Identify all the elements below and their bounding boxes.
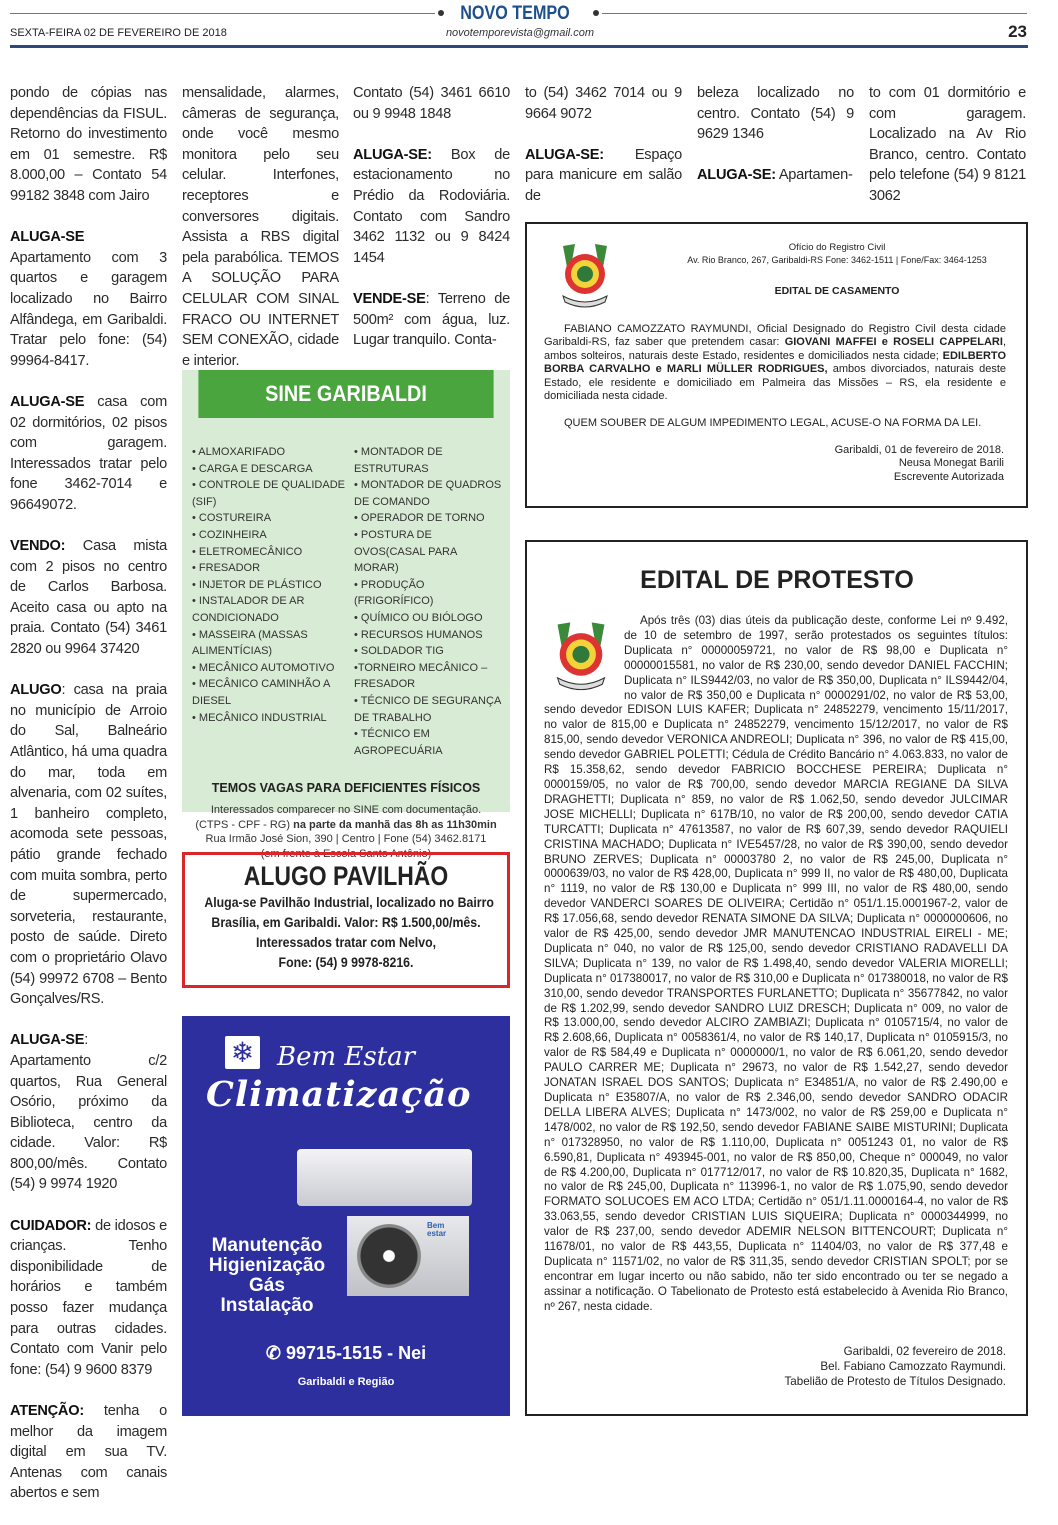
classified-ad xyxy=(10,1401,167,1504)
job-item: • MECÂNICO CAMINHÃO A DIESEL xyxy=(192,678,330,707)
header-dot xyxy=(593,10,599,16)
ad-text: Espaço para manicure em salão de xyxy=(525,146,682,204)
header-dot xyxy=(438,10,444,16)
issue-date: SEXTA-FEIRA 02 DE FEVEREIRO DE 2018 xyxy=(10,27,227,39)
signature-line: Garibaldi, 01 de fevereiro de 2018. xyxy=(834,444,1004,456)
edital-text: FABIANO CAMOZZATO RAYMUNDI, Oficial Designado do Registro Civil desta cidade Garibaldi-RS, faz saber que pretendem casar: xyxy=(544,323,1006,349)
ad-text: Apartamento com 3 quartos e garagem localizado no Bairro Alfândega, em Garibaldi. Tratar pelo fone: (54) 99964-8417. xyxy=(10,249,167,369)
job-item: • MECÂNICO INDUSTRIAL xyxy=(192,711,327,724)
ad-lead: VENDE-SE xyxy=(353,290,426,307)
job-item: • INSTALADOR DE AR CONDICIONADO xyxy=(192,595,305,624)
classified-ad xyxy=(353,289,510,351)
signature-line: Neusa Monegat Barili xyxy=(898,457,1004,470)
ad-lead: ALUGA-SE xyxy=(10,393,85,410)
classified-ad xyxy=(525,83,682,124)
edital-protesto-title: EDITAL DE PROTESTO xyxy=(640,566,914,594)
classified-ad xyxy=(697,83,854,145)
job-item: • MONTADOR DE QUADROS DE COMANDO xyxy=(354,479,502,508)
pavilhao-ad xyxy=(182,852,510,988)
ad-lead: ALUGA-SE xyxy=(10,1032,85,1049)
job-item: • RECURSOS HUMANOS xyxy=(354,628,483,641)
pavilhao-title: ALUGO PAVILHÃO xyxy=(243,861,449,891)
job-item: • TÉCNICO EM AGROPECUÁRIA xyxy=(354,728,443,757)
ad-text: to (54) 3462 7014 ou 9 9664 9072 xyxy=(525,85,682,122)
classified-ad xyxy=(10,83,167,207)
coat-of-arms-icon xyxy=(555,238,615,313)
sine-info: Interessados comparecer no SINE com documentação. xyxy=(210,804,482,817)
job-item: • FRESADOR xyxy=(192,562,261,575)
ad-text: : Apartamento c/2 quartos, Rua General Osório, próximo da Biblioteca, centro da cidade. Valor: R$ 800,00/mês. Contato (54) 9 9974 1920 xyxy=(10,1032,167,1193)
classified-ad xyxy=(10,1030,167,1195)
edital-protesto xyxy=(525,540,1028,1416)
protesto-body: Após três (03) dias úteis da publicação deste, conforme Lei nº 9.492, de 10 de setembro de 1997, serão protestados os seguintes títulos: Duplicata n° 00000059721, no valor de R$ 98,00 e Duplicata n° 00000015581, no valor de R$ 230,00, sendo devedor DANIEL FACCHIN; Duplicata n° ILS9442/03, no valor de R$ 350,00, Duplicata n° ILS9442/04, no valor de R$ 350,00 e Duplicata n° 0000291/02, no valor de R$ 53,00, sendo devedor EDISON LUIS KAFER; Duplicata n° 24852279, vencimento 15/11/2017, no valor de 815,00 e Duplicata n° 24852279, vencimento 15/12/2017, no valor de R$ 815,00, sendo devedor VERONICA ANDREOLI; Duplicata n° 396, no valor de R$ 415,00, sendo devedor GABRIEL POLETTI; Cédula de Crédito Bancário n° 4.063.833, no valor de R$ 15.358,62, sendo devedor FABRICIO BOCCHESE PEREIRA; Duplicata n° 0000159/05, no valor de R$ 700,00, sendo devedor MARCIA REGIANE DA SILVA DRAGHETTI; Duplicata n° 859, no valor de R$ 1.062,50, sendo devedor JULCIMAR JOSE MICHELLI; Duplicata n° 617B/10, no valor de R$ 200,00, sendo devedor CATIA TURCATTI; Duplicata n° 47613587, no valor de R$ 607,39, sendo devedor RAQUIELI CRISTINA MACHADO; Duplicata n° IVE5457/28, no valor de R$ 390,00, sendo devedor BRUNO ZERVES; Duplicata n° 00003780 2, no valor de R$ 245,00, Duplicata n° 0000639/03, no valor de R$ 428,00, Duplicata n° 999 II, no valor de R$ 480,00, Duplicata n° 1119, no valor de R$ 130,00 e Duplicata n° 999 III, no valor de R$ 480,00, sendo devedor VANDERCI SOARES DE OLIVEIRA; Certidão n° 051/1.15.0001967-2, valor de R$ 17.056,68, sendo devedor RENATA SIMONE DA SILVA; Duplicata n° 0000000606, no valor de R$ 425,00, sendo devedor JMR MANUTENCAO INDUSTRIAL EIRELI - ME; Duplicata n° 040, no valor de R$ 125,00, sendo devedor CRISTIANO RADAVELLI DA SILVA; Duplicata n° 139, no valor de R$ 1.498,40, sendo devedor VALERIA MIORELLI; Duplicata n° 017380017, no valor de R$ 310,00 e Duplicata n° 017380018, no valor de R$ 310,00, sendo devedor TRANSPORTES FURLANETTO; Duplicata n° 35677842, no valor de R$ 1.202,99, sendo devedor SANDRO LUIZ DRESCH; Duplicata n° 009, no valor de R$ 13.000,00, sendo devedor ALCIRO ZAMBIAZI; Duplicata n° 0105715/4, no valor de R$ 2.608,66, Duplicata n° 0058361/4, no valor de R$ 140,17, Duplicata n° 0105915/3, no valor de R$ 584,49 e Duplicata n° 0000000/1, no valor de R$ 6.061,20, sendo devedor PAULO CARRER ME; Duplicata n° 29673, no valor de R$ 1.542,27, sendo devedor JONATAN ISRAEL DOS SANTOS; Duplicata n° E34851/A, no valor de R$ 2.490,00 e Duplicata n° E35807/A, no valor de R$ 2.346,00, sendo devedor SANDRO ODACIR DELLA LIBERA ALVES; Duplicata n° 1473/002, no valor de R$ 259,00 e Duplicata n° 1478/002, no valor de R$ 192,50, sendo devedor FABIANE SAIBE MISTURINI; Duplicata n° 017328950, no valor de R$ 1.110,00, Duplicata n° 0051243 01, no valor de R$ 6.590,81, Duplicata n° 493945-001, no valor de R$ 850,00, Cheque n° 000049, no valor de R$ 4.200,00, Duplicata n° 017712/017, no valor de R$ 10.820,35, Duplicata n° 1682, no valor de R$ 245,00, Duplicata n° 113996-1, no valor de R$ 1.075,90, sendo devedor FORMATO SOLUCOES EM ACO LTDA; Certidão n° 051/1.11.0000164-4, no valor de R$ 33.063,55, sendo devedor CRISTIAN LUIS SIQUEIRA; Duplicata n° 0000344999, no valor de R$ 237,00, sendo devedor ADEMIR NELSON BITTENCOURT; Duplicata n° 11678/01, no valor de R$ 443,55, Duplicata n° 11404/03, no valor de R$ 377,48 e Duplicata n° 11571/02, no valor de R$ 311,35, sendo devedor CRISTIAN SPOLT; por se encontrar em lugar incerto ou não sabido, não ter sido encontrado ou ter se negado a assinar a notificação. O Tabelionato de Protesto está estabelecido à Avenida Rio Branco, nº 267, nesta cidade. xyxy=(544,614,1008,1313)
sine-hours: na parte da manhã das 8h as 11h30min xyxy=(293,818,497,831)
sine-jobs-right xyxy=(354,444,504,759)
classified-ad xyxy=(10,392,167,516)
ad-text: mensalidade, alarmes, câmeras de segurança, onde você mesmo monitora pelo seu celular. Interfones, receptores e conversores digitais. Assista a RBS digital pela parabólica. TEMOS A SOLUÇÃO PARA CELULAR COM SINAL FRACO OU INTERNET SEM CONEXÃO, cidade e interior. xyxy=(182,85,339,369)
classified-ad xyxy=(10,536,167,660)
edital-notice: QUEM SOUBER DE ALGUM IMPEDIMENTO LEGAL, ACUSE-O NA FORMA DA LEI. xyxy=(564,417,982,429)
classified-ad xyxy=(697,165,854,186)
classifieds-column-1 xyxy=(10,83,167,1525)
classified-ad xyxy=(10,1216,167,1381)
office-name: Ofício do Registro Civil xyxy=(788,242,886,253)
bem-estar-brand: Bem Estar xyxy=(277,1042,416,1072)
ad-lead: ATENÇÃO: xyxy=(10,1403,84,1419)
ad-text: to com 01 dormitório e com garagem. Localizado na Av Rio Branco, centro. Contato pelo telefone (54) 9 8121 3062 xyxy=(869,85,1026,204)
job-item: • ELETROMECÂNICO xyxy=(192,545,303,558)
service-item: Instalação xyxy=(220,1295,314,1316)
sine-info: (CTPS - CPF - RG) xyxy=(195,818,294,831)
job-item: • INJETOR DE PLÁSTICO xyxy=(192,578,322,591)
classified-ad xyxy=(182,83,339,371)
edital-casamento-title: EDITAL DE CASAMENTO xyxy=(774,285,900,297)
job-item: • COSTUREIRA xyxy=(192,512,272,525)
header-bottom-rule xyxy=(10,45,1028,48)
ad-text: Box de estacionamento no Prédio da Rodoviária. Contato com Sandro 3462 1132 ou 9 8424 1454 xyxy=(353,146,510,266)
climatizacao-title: Climatização xyxy=(206,1074,472,1115)
office-address: Av. Rio Branco, 267, Garibaldi-RS Fone: 3462-1511 | Fone/Fax: 3464-1253 xyxy=(687,255,987,265)
classified-ad xyxy=(353,83,510,124)
contact-email[interactable]: novotemporevista@gmail.com xyxy=(445,27,595,39)
pavilhao-text: Brasília, em Garibaldi. Valor: R$ 1.500,00/mês. xyxy=(211,914,481,930)
classified-ad xyxy=(869,83,1026,207)
snowflake-icon: ❄ xyxy=(225,1036,260,1069)
sine-subtitle: TEMOS VAGAS PARA DEFICIENTES FÍSICOS xyxy=(211,781,481,796)
fan-icon xyxy=(357,1224,421,1288)
job-item: • POSTURA DE OVOS(CASAL PARA MORAR) xyxy=(354,528,457,575)
service-item: Gás xyxy=(249,1275,285,1296)
ad-text: Contato (54) 3461 6610 ou 9 9948 1848 xyxy=(353,85,510,122)
edital-text: ambos divorciados, naturais deste Estado, ele residente e domiciliado em Palmeira das Missões – RS, ela residente e domiciliada nesta cidade. xyxy=(544,363,1006,403)
job-item: • CARGA E DESCARGA xyxy=(192,462,313,475)
job-item: • MASSEIRA (MASSAS ALIMENTÍCIAS) xyxy=(192,628,308,658)
header-rule-right xyxy=(602,13,1027,14)
classifieds-column-4 xyxy=(525,83,682,227)
unit-brand-label: Bem estar xyxy=(427,1221,447,1238)
couple-names: GIOVANI MAFFEI e ROSELI CAPPELARI xyxy=(784,336,1003,349)
job-item: • SOLDADOR TIG xyxy=(354,645,444,658)
signature-line: Bel. Fabiano Camozzato Raymundi. xyxy=(820,1359,1006,1373)
classifieds-column-2 xyxy=(182,83,339,392)
bem-estar-ad xyxy=(182,1016,510,1416)
ad-lead: VENDO: xyxy=(10,538,66,555)
sine-reference: (em frente à Escola Santo Antônio) xyxy=(260,847,432,860)
classifieds-column-6 xyxy=(869,83,1026,227)
job-item: • QUÍMICO OU BIÓLOGO xyxy=(354,611,483,624)
job-item: • MECÂNICO AUTOMOTIVO xyxy=(192,661,335,674)
job-item: • OPERADOR DE TORNO xyxy=(354,512,485,525)
ad-text: pondo de cópias nas dependências da FISUL. Retorno do investimento em 01 semestre. R$ 8.000,00 – Contato 54 99182 3848 com Jairo xyxy=(10,85,167,204)
classified-ad xyxy=(10,227,167,371)
whatsapp-icon: ✆ xyxy=(265,1343,281,1363)
ac-indoor-unit-image xyxy=(297,1149,472,1206)
ad-text: casa com 02 dormitórios, 02 pisos com garagem. Interessados tratar pelo fone 3462-7014 e 96649072. xyxy=(10,393,167,513)
ad-text: : casa na praia no município de Arroio do Sal, Balneário Atlântico, há uma quadra do mar, toda em alvenaria, com 02 suítes, 1 banheiro completo, acomoda sete pessoas, pátio grande fechado com muita sombra, perto de supermercado, sorveteria, restaurante, posto de saúde. Direto com o proprietário Olavo (54) 99972 6708 – Bento Gonçalves/RS. xyxy=(10,682,167,1008)
job-item: • MONTADOR DE ESTRUTURAS xyxy=(354,446,443,475)
ad-region: Garibaldi e Região xyxy=(297,1376,395,1388)
service-item: Manutenção xyxy=(211,1235,323,1256)
ad-text: beleza localizado no centro. Contato (54) 9 9629 1346 xyxy=(697,85,854,143)
job-item: •TORNEIRO MECÂNICO – FRESADOR xyxy=(354,661,488,691)
services-list xyxy=(202,1236,332,1316)
job-item: • ALMOXARIFADO xyxy=(192,446,286,458)
signature-line: Escrevente Autorizada xyxy=(893,470,1004,483)
edital-casamento xyxy=(525,222,1028,508)
page-number: 23 xyxy=(1008,22,1027,41)
ad-phone: 99715-1515 - Nei xyxy=(286,1343,427,1363)
classifieds-column-3 xyxy=(353,83,510,371)
ad-lead: ALUGA-SE xyxy=(10,229,85,246)
sine-title: SINE GARIBALDI xyxy=(198,370,493,418)
sine-address: Rua Irmão José Sion, 390 | Centro | Fone (54) 3462.8171 xyxy=(205,833,487,846)
ac-outdoor-unit-image xyxy=(347,1216,469,1296)
ad-lead: ALUGO xyxy=(10,682,62,699)
ad-lead: ALUGA-SE: xyxy=(697,167,776,184)
classified-ad xyxy=(525,145,682,207)
signature-line: Tabelião de Protesto de Títulos Designado. xyxy=(784,1374,1006,1388)
edital-text: , ambos solteiros, naturais deste Estado, residentes e domiciliados nesta cidade; xyxy=(544,336,1006,362)
ad-lead: CUIDADOR: xyxy=(10,1217,92,1234)
job-item: • PRODUÇÃO (FRIGORÍFICO) xyxy=(354,578,434,608)
ad-text: Casa mista com 2 pisos no centro de Carlos Barbosa. Aceito casa ou apto na praia. Contato (54) 3461 2820 ou 9964 37420 xyxy=(10,538,167,658)
ad-text: Apartamen- xyxy=(775,167,853,184)
classifieds-column-5 xyxy=(697,83,854,207)
classified-ad xyxy=(353,145,510,269)
ad-text: de idosos e crianças. Tenho disponibilidade de horários e também posso fazer mudança para outras cidades. Contato com Vanir pelo fone: (54) 9 9600 8379 xyxy=(10,1217,167,1378)
couple-names: EDILBERTO BORBA CARVALHO e MARLI MÜLLER RODRIGUES, xyxy=(544,349,1006,376)
ad-text: : Terreno de 500m² com água, luz. Lugar tranquilo. Conta- xyxy=(353,290,510,349)
job-item: • CONTROLE DE QUALIDADE (SIF) xyxy=(192,479,345,508)
header-rule-left xyxy=(10,13,435,14)
pavilhao-text: Interessados tratar com Nelvo, xyxy=(255,934,437,950)
classified-ad xyxy=(10,680,167,1010)
service-item: Higienização xyxy=(208,1255,326,1276)
signature-line: Garibaldi, 02 fevereiro de 2018. xyxy=(843,1345,1006,1358)
pavilhao-text: Aluga-se Pavilhão Industrial, localizado no Bairro xyxy=(204,894,494,910)
job-item: • COZINHEIRA xyxy=(192,528,267,541)
sine-jobs-left xyxy=(192,444,354,759)
brand-name: NOVO TEMPO xyxy=(460,3,570,24)
ad-lead: ALUGA-SE: xyxy=(353,146,432,163)
job-item: • TÉCNICO DE SEGURANÇA DE TRABALHO xyxy=(354,694,501,724)
sine-garibaldi-ad xyxy=(182,370,510,860)
ad-text: tenha o melhor da imagem digital em sua TV. Antenas com canais abertos e sem xyxy=(10,1403,167,1502)
ad-lead: ALUGA-SE: xyxy=(525,146,604,163)
pavilhao-phone: Fone: (54) 9 9978-8216. xyxy=(278,954,414,970)
